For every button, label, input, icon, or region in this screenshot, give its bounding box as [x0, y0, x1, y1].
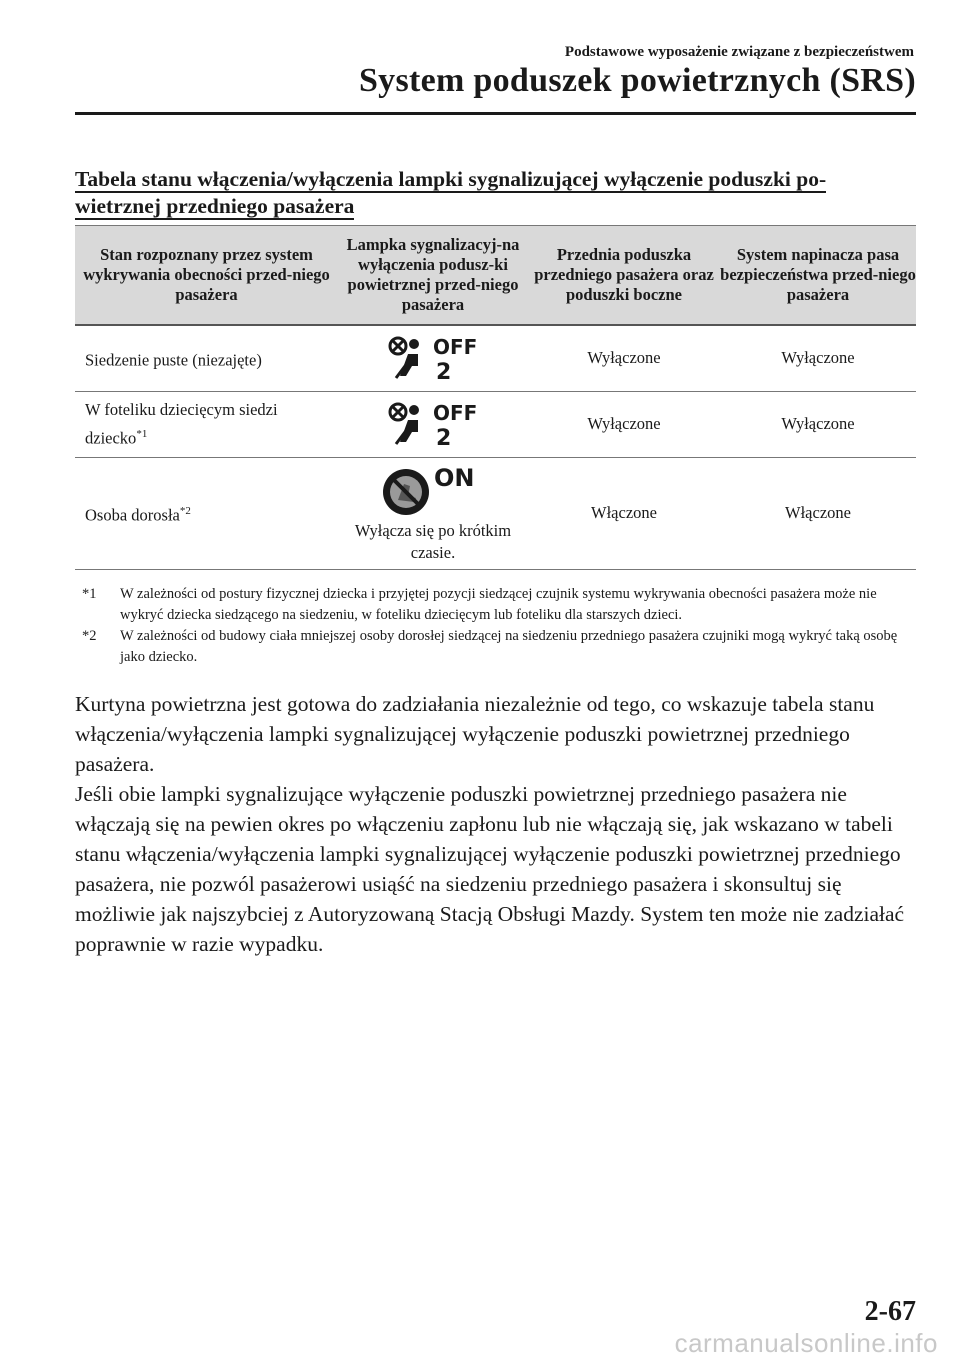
- footnote-2: [82, 626, 912, 668]
- front-airbag-cell: Wyłączone: [528, 325, 720, 391]
- chapter-title: System poduszek powietrznych (SRS): [358, 62, 916, 99]
- body-text: [75, 689, 920, 959]
- header-indicator-lamp: Lampka sygnalizacyj-na wyłączenia podusz-ki powietrznej przed-niego pasażera: [338, 226, 528, 326]
- lamp-off-label: OFF: [433, 335, 478, 360]
- table-row: [75, 325, 916, 391]
- footnote-1: [82, 584, 912, 626]
- header-front-airbag: Przednia poduszka przedniego pasażera oraz poduszki boczne: [528, 226, 720, 326]
- airbag-status-table: [75, 225, 916, 570]
- lamp-on-label: ON: [434, 464, 475, 492]
- pretensioner-cell: Wyłączone: [720, 325, 916, 391]
- lamp-cell: [338, 325, 528, 391]
- footnotes: [82, 584, 912, 668]
- condition-cell: [75, 325, 338, 391]
- lamp-number: 2: [436, 426, 452, 450]
- condition-cell: [75, 391, 338, 457]
- table-row: [75, 391, 916, 457]
- table-header-row: [75, 226, 916, 326]
- lamp-number: 2: [436, 360, 452, 385]
- section-title: [75, 166, 875, 220]
- pretensioner-cell: Włączone: [720, 457, 916, 569]
- footnote-mark: *2: [179, 504, 191, 517]
- paragraph: Kurtyna powietrzna jest gotowa do zadziałania niezależnie od tego, co wskazuje tabela stanu włączenia/wyłączenia lampki sygnalizującej wyłączenie poduszki powietrznej przedniego pasażera.: [75, 692, 875, 776]
- header-divider: [75, 112, 916, 115]
- lamp-cell: [338, 391, 528, 457]
- condition-text: W foteliku dziecięcym siedzi dziecko: [85, 399, 278, 448]
- lamp-note: Wyłącza się po krótkim czasie.: [354, 521, 512, 562]
- table-row: [75, 457, 916, 569]
- header-pretensioner: System napinacza pasa bezpieczeństwa przed-niego pasażera: [720, 226, 916, 326]
- front-airbag-cell: Wyłączone: [528, 391, 720, 457]
- condition-text: Siedzenie puste (niezajęte): [85, 350, 262, 370]
- page-number: 2-67: [864, 1296, 916, 1327]
- watermark-link[interactable]: carmanualsonline.info: [674, 1328, 938, 1358]
- front-airbag-cell: Włączone: [528, 457, 720, 569]
- paragraph: Jeśli obie lampki sygnalizujące wyłączenie poduszki powietrznej przedniego pasażera nie włączają się na pewien okres po włączeniu zapłonu lub nie włączają się, jak wskazano w tabeli stanu włączenia/wyłączenia lampki sygnalizującej wyłączenie poduszki powietrznej przedniego pasażera, nie pozwól pasażerowi usiąść na siedzeniu przedniego pasażera i skonsultuj się możliwie jak najszybciej z Autoryzowaną Stacją Obsługi Mazdy. System ten może nie zadziałać poprawnie w razie wypadku.: [75, 782, 905, 956]
- footnote-text: W zależności od postury fizycznej dziecka i przyjętej pozycji siedzącej czujnik systemu wykrywania obecności pasażera może nie wykryć dziecka siedzącego na siedzeniu, w foteliku dziecięcym lub foteliku dla starszych dzieci.: [120, 586, 877, 623]
- lamp-cell: [338, 457, 528, 569]
- passenger-airbag-on-icon: [378, 462, 488, 518]
- footnote-mark: *1: [82, 586, 97, 602]
- footnote-text: W zależności od budowy ciała mniejszej osoby dorosłej siedzącej na siedzeniu przedniego pasażera czujniki mogą wykryć taką osobę jako dziecko.: [120, 628, 898, 665]
- passenger-airbag-off-icon: [378, 398, 488, 450]
- lamp-off-label: OFF: [433, 401, 478, 425]
- footnote-mark: *1: [136, 427, 148, 440]
- condition-text: Osoba dorosła: [85, 505, 180, 525]
- passenger-airbag-off-icon: [378, 332, 488, 384]
- pretensioner-cell: Wyłączone: [720, 391, 916, 457]
- footnote-mark: *2: [82, 628, 97, 644]
- condition-cell: [75, 457, 338, 569]
- chapter-subtitle: Podstawowe wyposażenie związane z bezpieczeństwem: [564, 44, 914, 60]
- section-title-text: Tabela stanu włączenia/wyłączenia lampki sygnalizującej wyłączenie poduszki po-wietrznej przedniego pasażera: [75, 167, 827, 218]
- header-detected-state: Stan rozpoznany przez system wykrywania obecności przed-niego pasażera: [75, 226, 338, 326]
